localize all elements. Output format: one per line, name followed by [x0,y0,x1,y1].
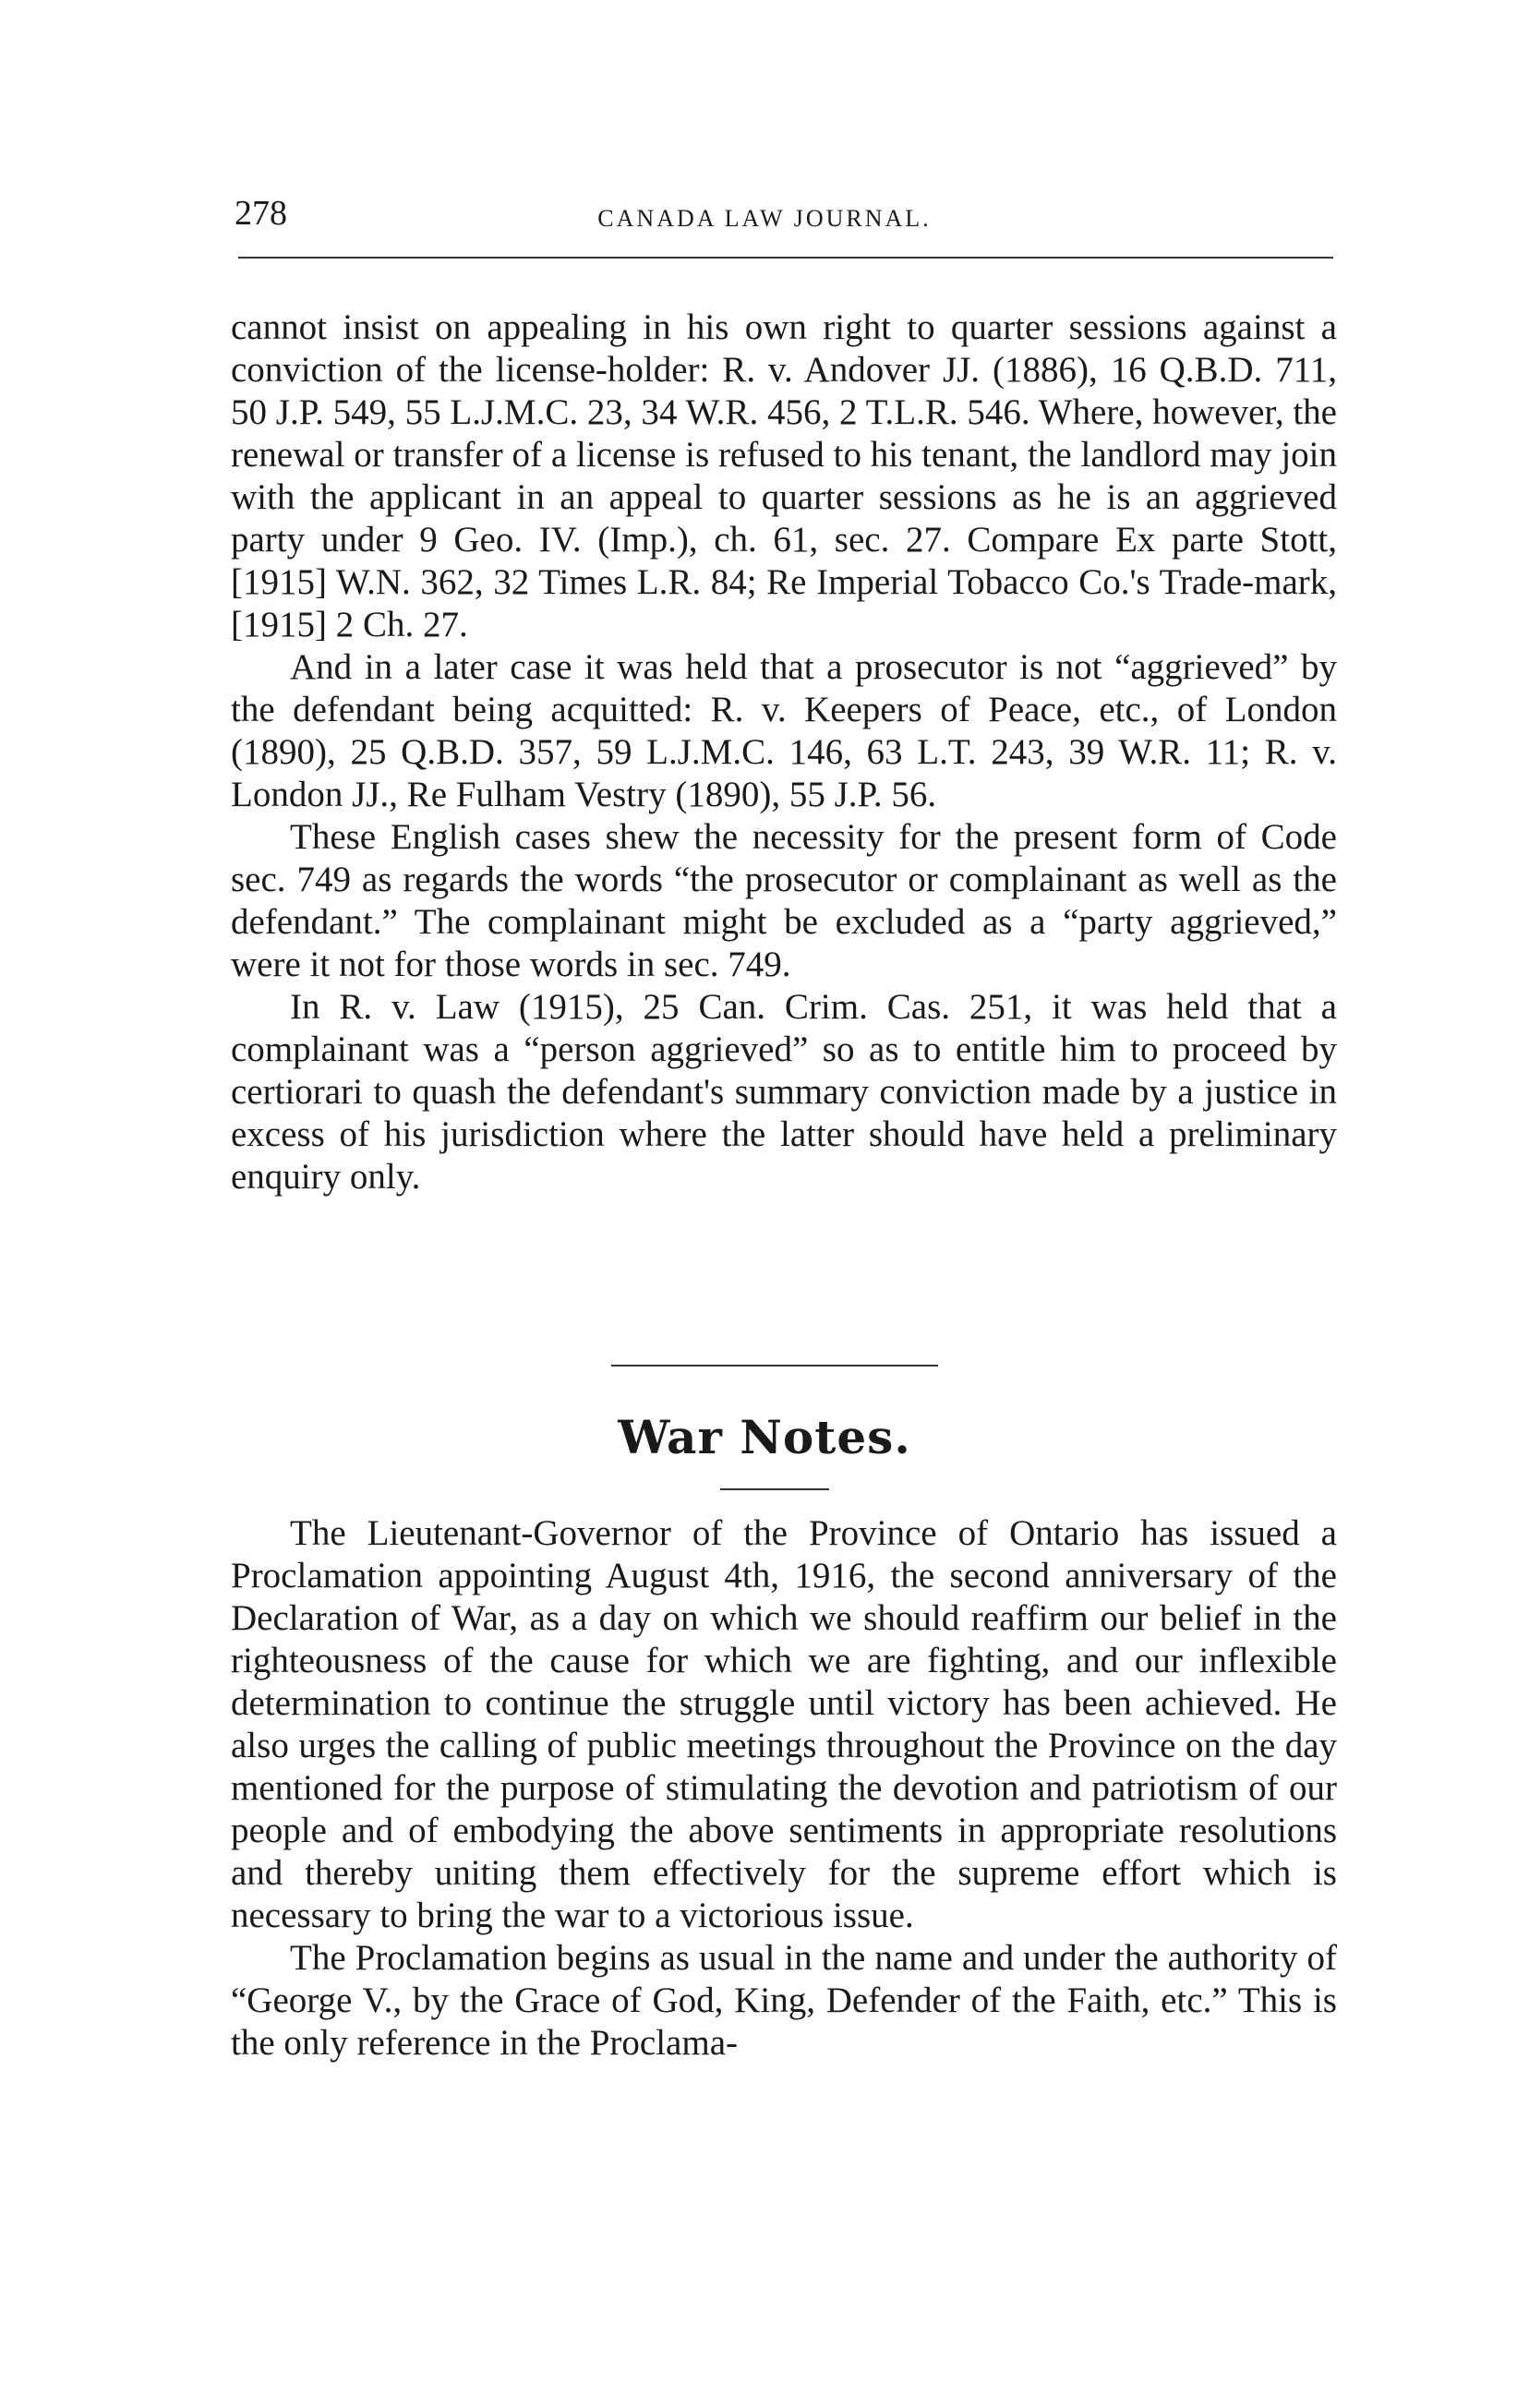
body-text-after [231,1512,1337,2065]
paragraph: In R. v. Law (1915), 25 Can. Crim. Cas. 251, it was held that a complainant was a “person aggrieved” so as to entitle him to proceed by certiorari to quash the defendant's summary conviction made by a justice in excess of his jurisdiction where the latter should have held a preliminary enquiry only. [231,987,1337,1197]
running-head: CANADA LAW JOURNAL. [597,205,932,232]
page-number: 278 [235,194,287,233]
section-title-underline [720,1488,829,1490]
section-divider [611,1365,938,1367]
paragraph: The Proclamation begins as usual in the name and under the authority of “George V., by the Grace of God, King, Defender of the Faith, etc.” This is the only reference in the Proclama- [231,1938,1337,2063]
paragraph: And in a later case it was held that a prosecutor is not “aggrieved” by the defendant being acquitted: R. v. Keepers of Peace, etc., of London (1890), 25 Q.B.D. 357, 59 L.J.M.C. 146, 63 L.T. 243, 39 W.R. 11; R. v. London JJ., Re Fulham Vestry (1890), 55 J.P. 56. [231,647,1337,814]
paragraph: cannot insist on appealing in his own right to quarter sessions against a conviction of the license-holder: R. v. Andover JJ. (1886), 16 Q.B.D. 711, 50 J.P. 549, 55 L.J.M.C. 23, 34 W.R. 456, 2 T.L.R. 546. Where, however, the renewal or transfer of a license is refused to his tenant, the landlord may join with the applicant in an appeal to quarter sessions as he is an aggrieved party under 9 Geo. IV. (Imp.), ch. 61, sec. 27. Compare Ex parte Stott, [1915] W.N. 362, 32 Times L.R. 84; Re Imperial Tobacco Co.'s Trade-mark, [1915] 2 Ch. 27. [231,307,1337,644]
header-rule [238,257,1333,259]
paragraph: These English cases shew the necessity for the present form of Code sec. 749 as regards the words “the prosecutor or complainant as well as the defendant.” The complainant might be excluded as a “party aggrieved,” were it not for those words in sec. 749. [231,817,1337,984]
body-text-before [231,307,1337,1198]
paragraph: The Lieutenant-Governor of the Province of Ontario has issued a Proclamation appointing August 4th, 1916, the second anniversary of the Declaration of War, as a day on which we should reaffirm our belief in the righteousness of the cause for which we are fighting, and our inflexible determination to continue the struggle until victory has been achieved. He also urges the calling of public meetings throughout the Province on the day mentioned for the purpose of stimulating the devotion and patriotism of our people and of embodying the above sentiments in appropriate resolutions and thereby uniting them effectively for the supreme effort which is necessary to bring the war to a victorious issue. [231,1513,1337,1935]
section-title: War Notes. [618,1410,911,1464]
